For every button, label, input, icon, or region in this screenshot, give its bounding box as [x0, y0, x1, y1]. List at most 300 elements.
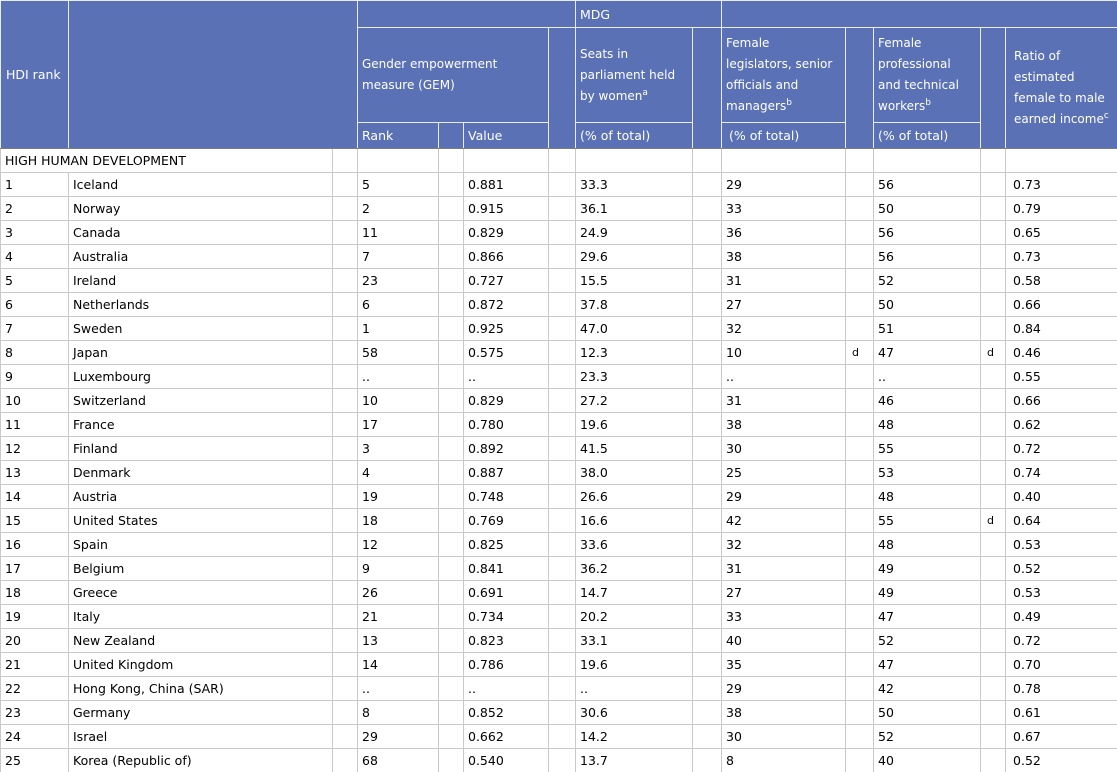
ratio-cell: 0.64 [1006, 509, 1117, 533]
professional-note-cell [981, 173, 1006, 197]
col-spacer [333, 173, 358, 197]
ratio-cell: 0.78 [1006, 677, 1117, 701]
gem-rank-cell: 4 [358, 461, 439, 485]
table-row [1, 677, 1117, 701]
col-spacer [549, 245, 576, 269]
col-spacer [693, 533, 722, 557]
col-spacer [693, 173, 722, 197]
gem-value-cell: 0.872 [464, 293, 549, 317]
professional-note-cell [981, 485, 1006, 509]
col-spacer [333, 293, 358, 317]
legislators-cell: 29 [722, 173, 846, 197]
table-row [1, 653, 1117, 677]
ratio-cell: 0.53 [1006, 581, 1117, 605]
col-spacer [549, 317, 576, 341]
legislators-cell: 29 [722, 485, 846, 509]
col-spacer [333, 605, 358, 629]
col-header-country [69, 1, 358, 149]
country-cell: United Kingdom [69, 653, 333, 677]
header-spacer-right [722, 1, 1117, 28]
col-spacer [333, 749, 358, 772]
hdi-rank-cell: 23 [1, 701, 69, 725]
col-spacer [693, 701, 722, 725]
col-spacer [549, 653, 576, 677]
professional-cell: 56 [874, 173, 981, 197]
gem-rank-cell: 19 [358, 485, 439, 509]
col-spacer [333, 701, 358, 725]
seats-cell: 15.5 [576, 269, 693, 293]
professional-cell: 50 [874, 701, 981, 725]
professional-note-cell [981, 197, 1006, 221]
table-row [1, 629, 1117, 653]
col-spacer [693, 557, 722, 581]
col-spacer [549, 197, 576, 221]
table-row [1, 365, 1117, 389]
country-cell: Iceland [69, 173, 333, 197]
header-spacer-left [358, 1, 576, 28]
country-cell: Sweden [69, 317, 333, 341]
col-spacer [693, 485, 722, 509]
col-subheader-gem-value: Value [464, 123, 549, 149]
gem-value-cell: 0.734 [464, 605, 549, 629]
col-spacer [549, 437, 576, 461]
professional-cell: 52 [874, 629, 981, 653]
col-spacer [439, 701, 464, 725]
gem-rank-cell: 13 [358, 629, 439, 653]
professional-note-cell [981, 293, 1006, 317]
legislators-note-cell [846, 749, 874, 772]
legislators-cell: 30 [722, 725, 846, 749]
hdi-rank-cell: 1 [1, 173, 69, 197]
col-spacer [693, 221, 722, 245]
legislators-cell: 27 [722, 293, 846, 317]
col-header-professional: Female professional and technical workers$^b$ [874, 28, 981, 123]
legislators-cell: 40 [722, 629, 846, 653]
professional-cell: 47 [874, 653, 981, 677]
legislators-cell: 32 [722, 533, 846, 557]
col-spacer [549, 485, 576, 509]
col-spacer [439, 749, 464, 772]
legislators-cell: .. [722, 365, 846, 389]
col-spacer [333, 461, 358, 485]
header-spacer [846, 28, 874, 149]
professional-cell: 52 [874, 725, 981, 749]
hdi-rank-cell: 9 [1, 365, 69, 389]
legislators-note-cell [846, 701, 874, 725]
professional-cell: 56 [874, 221, 981, 245]
col-spacer [333, 581, 358, 605]
seats-cell: 33.6 [576, 533, 693, 557]
ratio-cell: 0.67 [1006, 725, 1117, 749]
professional-cell: 52 [874, 269, 981, 293]
professional-note-cell [981, 317, 1006, 341]
gem-value-cell: 0.691 [464, 581, 549, 605]
gem-value-cell: .. [464, 677, 549, 701]
col-spacer [549, 293, 576, 317]
col-spacer [439, 293, 464, 317]
gem-value-cell: 0.841 [464, 557, 549, 581]
col-spacer [693, 365, 722, 389]
gem-value-cell: 0.748 [464, 485, 549, 509]
professional-cell: 55 [874, 437, 981, 461]
legislators-cell: 33 [722, 197, 846, 221]
ratio-cell: 0.73 [1006, 173, 1117, 197]
hdi-rank-cell: 2 [1, 197, 69, 221]
col-header-legislators: Female legislators, senior officials and managers$^b$ [722, 28, 846, 123]
table-row [1, 701, 1117, 725]
col-spacer [693, 317, 722, 341]
table-row [1, 173, 1117, 197]
col-spacer [549, 389, 576, 413]
col-spacer [439, 413, 464, 437]
legislators-note-cell [846, 389, 874, 413]
country-cell: Canada [69, 221, 333, 245]
empty-cell [464, 149, 549, 173]
table-row [1, 389, 1117, 413]
seats-cell: 30.6 [576, 701, 693, 725]
ratio-cell: 0.62 [1006, 413, 1117, 437]
col-spacer [439, 269, 464, 293]
ratio-cell: 0.49 [1006, 605, 1117, 629]
table-row [1, 413, 1117, 437]
gem-rank-cell: 11 [358, 221, 439, 245]
legislators-cell: 42 [722, 509, 846, 533]
legislators-note-cell [846, 197, 874, 221]
legislators-note-cell [846, 677, 874, 701]
legislators-cell: 33 [722, 605, 846, 629]
seats-cell: 26.6 [576, 485, 693, 509]
col-spacer [439, 149, 464, 173]
professional-cell: 50 [874, 197, 981, 221]
professional-note-cell [981, 653, 1006, 677]
hdi-rank-cell: 20 [1, 629, 69, 653]
seats-cell: 36.1 [576, 197, 693, 221]
professional-note-cell: d [981, 509, 1006, 533]
legislators-note-cell [846, 173, 874, 197]
hdi-rank-cell: 15 [1, 509, 69, 533]
gem-rank-cell: 58 [358, 341, 439, 365]
col-spacer [333, 557, 358, 581]
gem-rank-cell: 68 [358, 749, 439, 772]
country-cell: Korea (Republic of) [69, 749, 333, 772]
professional-note-cell [981, 605, 1006, 629]
table-row [1, 293, 1117, 317]
gem-rank-cell: 6 [358, 293, 439, 317]
gem-value-cell: 0.925 [464, 317, 549, 341]
professional-note-cell [981, 365, 1006, 389]
legislators-cell: 27 [722, 581, 846, 605]
gem-rank-cell: 9 [358, 557, 439, 581]
col-spacer [693, 293, 722, 317]
professional-cell: 56 [874, 245, 981, 269]
hdi-rank-cell: 14 [1, 485, 69, 509]
legislators-note-cell: d [846, 341, 874, 365]
ratio-cell: 0.52 [1006, 557, 1117, 581]
table-row [1, 341, 1117, 365]
hdi-rank-cell: 18 [1, 581, 69, 605]
gem-value-cell: .. [464, 365, 549, 389]
col-spacer [439, 317, 464, 341]
col-spacer [333, 365, 358, 389]
legislators-cell: 36 [722, 221, 846, 245]
gem-rank-cell: .. [358, 365, 439, 389]
col-spacer [333, 485, 358, 509]
table-row [1, 437, 1117, 461]
ratio-cell: 0.73 [1006, 245, 1117, 269]
empty-cell [722, 149, 846, 173]
hdi-rank-cell: 13 [1, 461, 69, 485]
table-row [1, 557, 1117, 581]
col-spacer [693, 677, 722, 701]
professional-cell: 48 [874, 413, 981, 437]
legislators-cell: 38 [722, 413, 846, 437]
col-spacer [333, 221, 358, 245]
gem-rank-cell: 17 [358, 413, 439, 437]
seats-cell: 19.6 [576, 653, 693, 677]
gem-value-cell: 0.575 [464, 341, 549, 365]
professional-note-cell [981, 701, 1006, 725]
hdi-rank-cell: 8 [1, 341, 69, 365]
col-spacer [549, 365, 576, 389]
gem-rank-cell: 18 [358, 509, 439, 533]
legislators-cell: 31 [722, 557, 846, 581]
professional-cell: 47 [874, 341, 981, 365]
col-spacer [549, 677, 576, 701]
professional-cell: 40 [874, 749, 981, 772]
professional-cell: 53 [874, 461, 981, 485]
professional-note-cell [981, 749, 1006, 772]
header-row-top [1, 1, 1117, 28]
ratio-cell: 0.79 [1006, 197, 1117, 221]
table-row [1, 581, 1117, 605]
gem-value-cell: 0.892 [464, 437, 549, 461]
legislators-note-cell [846, 509, 874, 533]
col-spacer [549, 269, 576, 293]
table-row [1, 725, 1117, 749]
legislators-note-cell [846, 245, 874, 269]
table-body [1, 149, 1117, 772]
seats-cell: 38.0 [576, 461, 693, 485]
seats-cell: 37.8 [576, 293, 693, 317]
legislators-note-cell [846, 629, 874, 653]
gem-value-cell: 0.780 [464, 413, 549, 437]
col-spacer [439, 677, 464, 701]
country-cell: France [69, 413, 333, 437]
professional-cell: 55 [874, 509, 981, 533]
col-spacer [693, 341, 722, 365]
col-spacer [439, 365, 464, 389]
gem-value-cell: 0.786 [464, 653, 549, 677]
hdi-rank-cell: 19 [1, 605, 69, 629]
col-spacer [333, 509, 358, 533]
gem-rank-cell: 5 [358, 173, 439, 197]
table-row [1, 317, 1117, 341]
table-row [1, 269, 1117, 293]
seats-cell: 24.9 [576, 221, 693, 245]
gem-rank-cell: 3 [358, 437, 439, 461]
col-spacer [333, 341, 358, 365]
col-spacer [549, 509, 576, 533]
col-spacer [439, 629, 464, 653]
col-spacer [333, 629, 358, 653]
col-spacer [693, 725, 722, 749]
col-spacer [333, 677, 358, 701]
col-spacer [549, 701, 576, 725]
col-spacer [693, 245, 722, 269]
col-spacer [549, 557, 576, 581]
professional-note-cell [981, 269, 1006, 293]
gem-value-cell: 0.727 [464, 269, 549, 293]
gem-rank-cell: 12 [358, 533, 439, 557]
col-subheader-gem-rank: Rank [358, 123, 439, 149]
empty-cell [1006, 149, 1117, 173]
col-spacer [549, 629, 576, 653]
col-header-hdi-rank: HDI rank [1, 1, 69, 149]
col-spacer [549, 173, 576, 197]
col-spacer [333, 389, 358, 413]
legislators-cell: 30 [722, 437, 846, 461]
gem-rank-cell: 21 [358, 605, 439, 629]
gem-rank-cell: 1 [358, 317, 439, 341]
seats-cell: 23.3 [576, 365, 693, 389]
legislators-note-cell [846, 533, 874, 557]
professional-note-cell [981, 629, 1006, 653]
legislators-note-cell [846, 581, 874, 605]
legislators-note-cell [846, 557, 874, 581]
professional-note-cell [981, 461, 1006, 485]
ratio-cell: 0.66 [1006, 389, 1117, 413]
hdi-rank-cell: 3 [1, 221, 69, 245]
seats-cell: 13.7 [576, 749, 693, 772]
col-spacer [981, 149, 1006, 173]
col-spacer [693, 413, 722, 437]
country-cell: Luxembourg [69, 365, 333, 389]
col-spacer [439, 341, 464, 365]
col-spacer [439, 197, 464, 221]
ratio-cell: 0.66 [1006, 293, 1117, 317]
col-spacer [439, 173, 464, 197]
country-cell: Spain [69, 533, 333, 557]
professional-cell: 48 [874, 533, 981, 557]
table-header [1, 1, 1117, 149]
professional-note-cell [981, 245, 1006, 269]
country-cell: Italy [69, 605, 333, 629]
professional-cell: 51 [874, 317, 981, 341]
col-spacer [333, 533, 358, 557]
professional-note-cell [981, 725, 1006, 749]
gem-rank-cell: 14 [358, 653, 439, 677]
seats-cell: 33.1 [576, 629, 693, 653]
col-spacer [333, 317, 358, 341]
gem-value-cell: 0.825 [464, 533, 549, 557]
legislators-note-cell [846, 485, 874, 509]
empty-cell [576, 149, 693, 173]
ratio-cell: 0.46 [1006, 341, 1117, 365]
country-cell: Norway [69, 197, 333, 221]
seats-cell: 36.2 [576, 557, 693, 581]
col-subheader-legislators-unit: (% of total) [722, 123, 846, 149]
gem-value-cell: 0.887 [464, 461, 549, 485]
col-spacer [439, 485, 464, 509]
col-spacer [333, 413, 358, 437]
country-cell: Switzerland [69, 389, 333, 413]
section-header: HIGH HUMAN DEVELOPMENT [1, 149, 333, 173]
col-spacer [549, 413, 576, 437]
country-cell: Belgium [69, 557, 333, 581]
empty-cell [874, 149, 981, 173]
col-spacer [439, 533, 464, 557]
col-spacer [333, 725, 358, 749]
hdi-rank-cell: 12 [1, 437, 69, 461]
country-cell: Australia [69, 245, 333, 269]
professional-note-cell [981, 557, 1006, 581]
col-spacer [549, 149, 576, 173]
seats-cell: 33.3 [576, 173, 693, 197]
gem-value-cell: 0.662 [464, 725, 549, 749]
gem-value-cell: 0.866 [464, 245, 549, 269]
header-spacer [693, 28, 722, 149]
professional-cell: 46 [874, 389, 981, 413]
legislators-note-cell [846, 413, 874, 437]
ratio-cell: 0.61 [1006, 701, 1117, 725]
col-header-seats: Seats in parliament held by women$^a$ [576, 28, 693, 123]
table-row [1, 509, 1117, 533]
ratio-cell: 0.70 [1006, 653, 1117, 677]
professional-note-cell [981, 413, 1006, 437]
legislators-cell: 38 [722, 701, 846, 725]
col-spacer [693, 269, 722, 293]
col-spacer [693, 389, 722, 413]
legislators-cell: 31 [722, 269, 846, 293]
gem-value-cell: 0.852 [464, 701, 549, 725]
professional-cell: .. [874, 365, 981, 389]
gem-rank-cell: 7 [358, 245, 439, 269]
ratio-cell: 0.72 [1006, 629, 1117, 653]
col-spacer [439, 461, 464, 485]
table-row [1, 245, 1117, 269]
professional-cell: 49 [874, 581, 981, 605]
col-spacer [693, 437, 722, 461]
hdi-rank-cell: 25 [1, 749, 69, 772]
col-spacer [549, 581, 576, 605]
professional-note-cell [981, 221, 1006, 245]
legislators-cell: 29 [722, 677, 846, 701]
legislators-cell: 31 [722, 389, 846, 413]
legislators-cell: 35 [722, 653, 846, 677]
seats-cell: 14.7 [576, 581, 693, 605]
country-cell: Denmark [69, 461, 333, 485]
table-row [1, 749, 1117, 772]
country-cell: Ireland [69, 269, 333, 293]
seats-cell: 41.5 [576, 437, 693, 461]
professional-note-cell [981, 437, 1006, 461]
col-spacer [439, 509, 464, 533]
gem-value-cell: 0.540 [464, 749, 549, 772]
professional-cell: 49 [874, 557, 981, 581]
col-spacer [439, 221, 464, 245]
gem-value-cell: 0.915 [464, 197, 549, 221]
professional-cell: 50 [874, 293, 981, 317]
hdi-rank-cell: 5 [1, 269, 69, 293]
col-subheader-seats-unit: (% of total) [576, 123, 693, 149]
col-spacer [439, 605, 464, 629]
col-spacer [549, 605, 576, 629]
col-spacer [549, 221, 576, 245]
gem-value-cell: 0.769 [464, 509, 549, 533]
ratio-cell: 0.84 [1006, 317, 1117, 341]
country-cell: Greece [69, 581, 333, 605]
gem-value-cell: 0.881 [464, 173, 549, 197]
